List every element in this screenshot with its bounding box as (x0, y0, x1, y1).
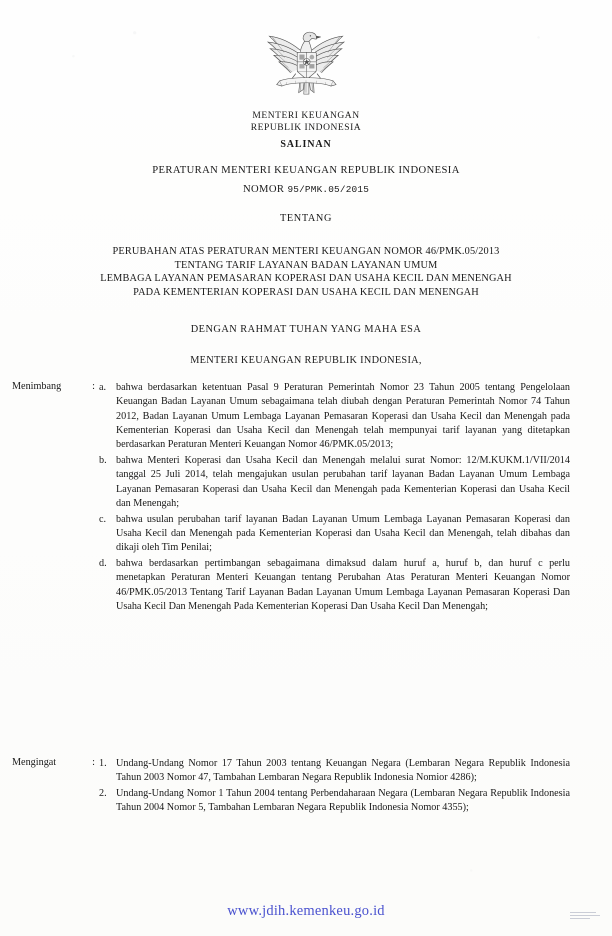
item-text: bahwa berdasarkan pertimbangan sebagaimana dimaksud dalam huruf a, huruf b, dan huruf c perlu menetapkan Peraturan Menteri Keuangan tentang Perubahan Atas Peraturan Menteri Keuangan Nomor 46/PMK.05/2013 Tentang Tarif Layanan Badan Layanan Umum Lembaga Layanan Pemasaran Koperasi Dan Usaha Kecil Dan Menengah Pada Kementerian Koperasi Dan Usaha Kecil Dan Menengah; (116, 558, 570, 612)
item-marker: 1. (99, 758, 107, 769)
emblem-container (0, 28, 612, 106)
menimbang-label: Menimbang (12, 381, 62, 392)
subject-line-4: PADA KEMENTERIAN KOPERASI DAN USAHA KECIL DAN MENENGAH (133, 286, 479, 298)
list-item (99, 513, 570, 556)
salinan-label: SALINAN (280, 139, 332, 150)
list-item (99, 381, 570, 452)
tentang-label: TENTANG (280, 213, 332, 224)
subject-line-1: PERUBAHAN ATAS PERATURAN MENTERI KEUANGAN NOMOR 46/PMK.05/2013 (112, 246, 500, 257)
item-text: bahwa Menteri Koperasi dan Usaha Kecil dan Menengah melalui surat Nomor: 12/M.KUKM.1/VII/2014 tanggal 25 Juli 2014, telah mengajukan usulan perubahan tarif layanan Badan Layanan Umum Lembaga Layanan Pemasaran Koperasi dan Usaha Kecil dan Menengah pada Kementerian Koperasi dan Usaha Kecil dan Menengah; (116, 454, 570, 509)
nomor-value: 95/PMK.05/2015 (287, 184, 370, 195)
ministry-line-1: MENTERI KEUANGAN (252, 111, 360, 121)
menimbang-colon: : (92, 381, 95, 392)
menimbang-section (0, 381, 570, 616)
list-item (99, 454, 570, 511)
watermark-url[interactable]: www.jdih.kemenkeu.go.id (227, 903, 385, 919)
garuda-pancasila-emblem (262, 28, 350, 106)
subject-block (46, 245, 566, 299)
mengingat-label: Mengingat (12, 757, 57, 768)
scan-artifact (570, 912, 604, 920)
ministry-heading (0, 111, 612, 134)
subject-line-2: TENTANG TARIF LAYANAN BADAN LAYANAN UMUM (174, 259, 438, 271)
mengingat-section (0, 757, 570, 817)
item-marker: a. (99, 382, 107, 393)
menimbang-items (99, 381, 570, 616)
item-marker: d. (99, 558, 107, 570)
item-text: bahwa berdasarkan ketentuan Pasal 9 Peraturan Pemerintah Nomor 23 Tahun 2005 tentang Pengelolaan Keuangan Badan Layanan Umum sebagaimana telah diubah dengan Peraturan Pemerintah Nomor 74 Tahun 2012, Badan Layanan Umum Lembaga Layanan Pemasaran Koperasi dan Usaha Kecil dan Menengah pada Kementerian Koperasi dan Usaha Kecil dan Menengah telah mempunyai tarif layanan yang ditetapkan berdasarkan Peraturan Menteri Keuangan Nomor 46/PMK.05/2013; (116, 382, 570, 451)
regulation-number-line (0, 184, 612, 195)
item-marker: 2. (99, 788, 107, 800)
item-text: Undang-Undang Nomor 1 Tahun 2004 tentang Perbendaharaan Negara (Lembaran Negara Republik Indonesia Tahun 2004 Nomor 5, Tambahan Lembaran Negara Republik Indonesia Nomor 4355); (116, 788, 570, 814)
mengingat-colon: : (92, 757, 95, 768)
nomor-label: NOMOR (242, 184, 285, 195)
regulation-title: PERATURAN MENTERI KEUANGAN REPUBLIK INDONESIA (152, 165, 460, 176)
minister-line: MENTERI KEUANGAN REPUBLIK INDONESIA, (190, 355, 422, 366)
item-marker: c. (99, 513, 107, 525)
item-marker: b. (99, 454, 107, 466)
subject-line-3: LEMBAGA LAYANAN PEMASARAN KOPERASI DAN USAHA KECIL DAN MENENGAH (100, 273, 512, 285)
list-item (99, 557, 570, 614)
blessing-line: DENGAN RAHMAT TUHAN YANG MAHA ESA (190, 324, 422, 335)
item-text: Undang-Undang Nomor 17 Tahun 2003 tentang Keuangan Negara (Lembaran Negara Republik Indonesia Tahun 2003 Nomor 47, Tambahan Lembaran Negara Republik Indonesia Nomior 4286); (116, 758, 570, 784)
item-text: bahwa usulan perubahan tarif layanan Badan Layanan Umum Lembaga Layanan Pemasaran Koperasi dan Usaha Kecil dan Menengah pada Kementerian Koperasi dan Usaha Kecil dan Menengah, telah dibahas dan dikaji oleh Tim Penilai; (116, 513, 570, 554)
list-item (99, 787, 570, 816)
list-item (99, 757, 570, 786)
mengingat-items (99, 757, 570, 817)
ministry-line-2: REPUBLIK INDONESIA (250, 122, 362, 133)
